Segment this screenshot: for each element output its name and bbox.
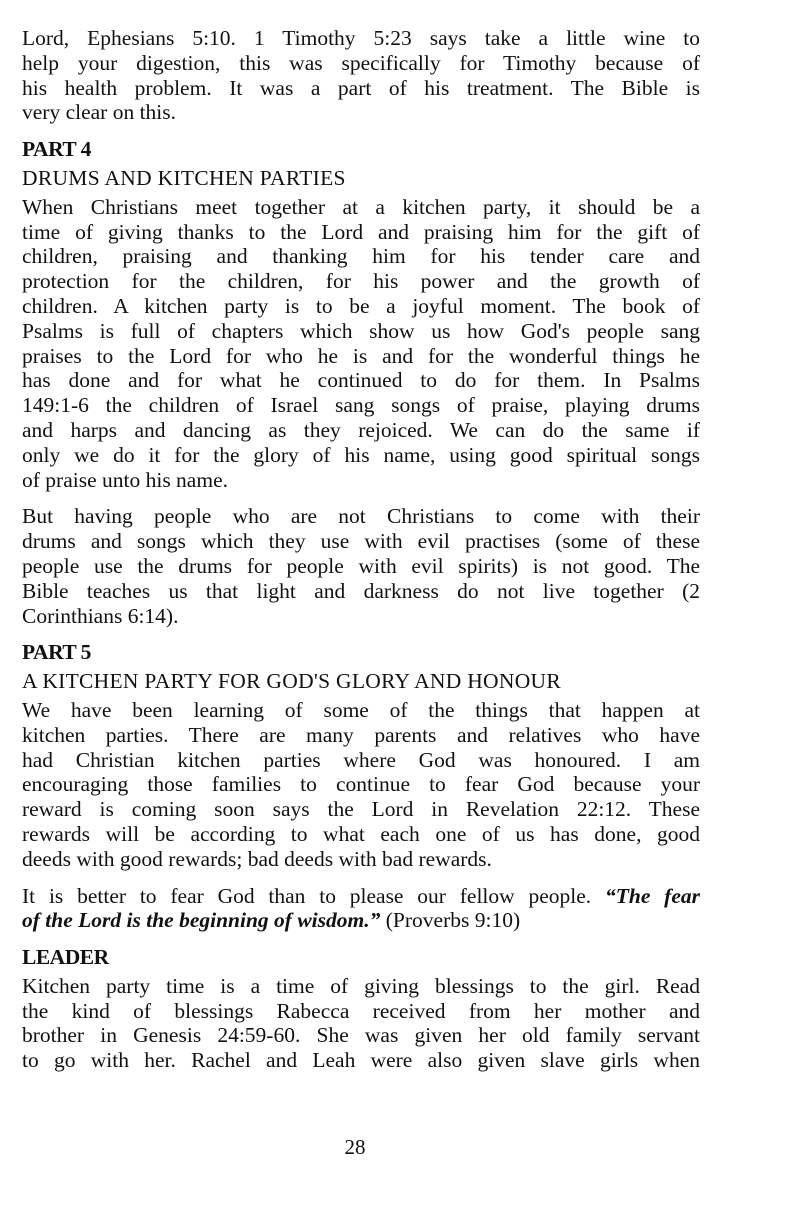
text-line: has done and for what he continued to do for them. In Psalms (22, 368, 700, 393)
text-line: kitchen parties. There are many parents and relatives who have (22, 722, 700, 747)
text-line: brother in Genesis 24:59-60. She was given her old family servant (22, 1023, 700, 1048)
text-line: to go with her. Rachel and Leah were also given slave girls when (22, 1048, 700, 1073)
section-heading: LEADER (22, 945, 109, 970)
page-number: 28 (344, 1135, 366, 1159)
text-line: praises to the Lord for who he is and for the wonderful things he (22, 343, 700, 368)
text-line: We have been learning of some of the things that happen at (22, 697, 700, 722)
text-line: drums and songs which they use with evil practises (some of these (22, 529, 700, 554)
text-line: protection for the children, for his power and the growth of (22, 269, 700, 294)
text-line: Lord, Ephesians 5:10. 1 Timothy 5:23 says take a little wine to (22, 26, 700, 50)
text-line: children. A kitchen party is to be a joyful moment. The book of (22, 293, 700, 318)
text-line: time of giving thanks to the Lord and praising him for the gift of (22, 219, 700, 244)
paragraph (22, 26, 700, 125)
text-line: Corinthians 6:14). (22, 603, 179, 628)
text-line (22, 884, 700, 909)
text-line: deeds with good rewards; bad deeds with bad rewards. (22, 846, 492, 871)
italic-quote: of the Lord is the beginning of wisdom.” (22, 908, 381, 933)
text-line: very clear on this. (22, 100, 177, 125)
text-line: only we do it for the glory of his name, using good spiritual songs (22, 442, 700, 467)
paragraph (22, 974, 700, 1073)
text-line: of praise unto his name. (22, 467, 228, 492)
text-line: children, praising and thanking him for his tender care and (22, 244, 700, 269)
page-body (22, 26, 700, 1085)
text-line (22, 908, 700, 933)
text-line: had Christian kitchen parties where God was honoured. I am (22, 747, 700, 772)
text-line: Psalms is full of chapters which show us how God's people sang (22, 318, 700, 343)
text-line: encouraging those families to continue to fear God because your (22, 772, 700, 797)
text-line: 149:1-6 the children of Israel sang songs of praise, playing drums (22, 393, 700, 418)
paragraph (22, 504, 700, 628)
text-line: When Christians meet together at a kitchen party, it should be a (22, 194, 700, 219)
text-line: the kind of blessings Rabecca received from her mother and (22, 998, 700, 1023)
section-title: A KITCHEN PARTY FOR GOD'S GLORY AND HONOUR (22, 669, 562, 694)
text-line: reward is coming soon says the Lord in Revelation 22:12. These (22, 797, 700, 822)
paragraph (22, 884, 700, 934)
text-segment: (Proverbs 9:10) (380, 908, 521, 933)
paragraph (22, 195, 700, 493)
section-title: DRUMS AND KITCHEN PARTIES (22, 165, 346, 190)
section-heading: PART 5 (22, 640, 91, 665)
text-line: rewards will be according to what each one of us has done, good (22, 821, 700, 846)
text-segment: It is better to fear God than to please our fellow people. (22, 883, 605, 908)
text-line: But having people who are not Christians to come with their (22, 504, 700, 529)
text-line: his health problem. It was a part of his treatment. The Bible is (22, 75, 700, 100)
section-heading: PART 4 (22, 137, 91, 162)
paragraph (22, 698, 700, 872)
italic-quote: “The fear (604, 883, 700, 908)
text-line: help your digestion, this was specifically for Timothy because of (22, 50, 700, 75)
text-line: Bible teaches us that light and darkness do not live together (2 (22, 578, 700, 603)
text-line: Kitchen party time is a time of giving blessings to the girl. Read (22, 973, 700, 998)
text-line: people use the drums for people with evil spirits) is not good. The (22, 553, 700, 578)
text-line: and harps and dancing as they rejoiced. We can do the same if (22, 417, 700, 442)
